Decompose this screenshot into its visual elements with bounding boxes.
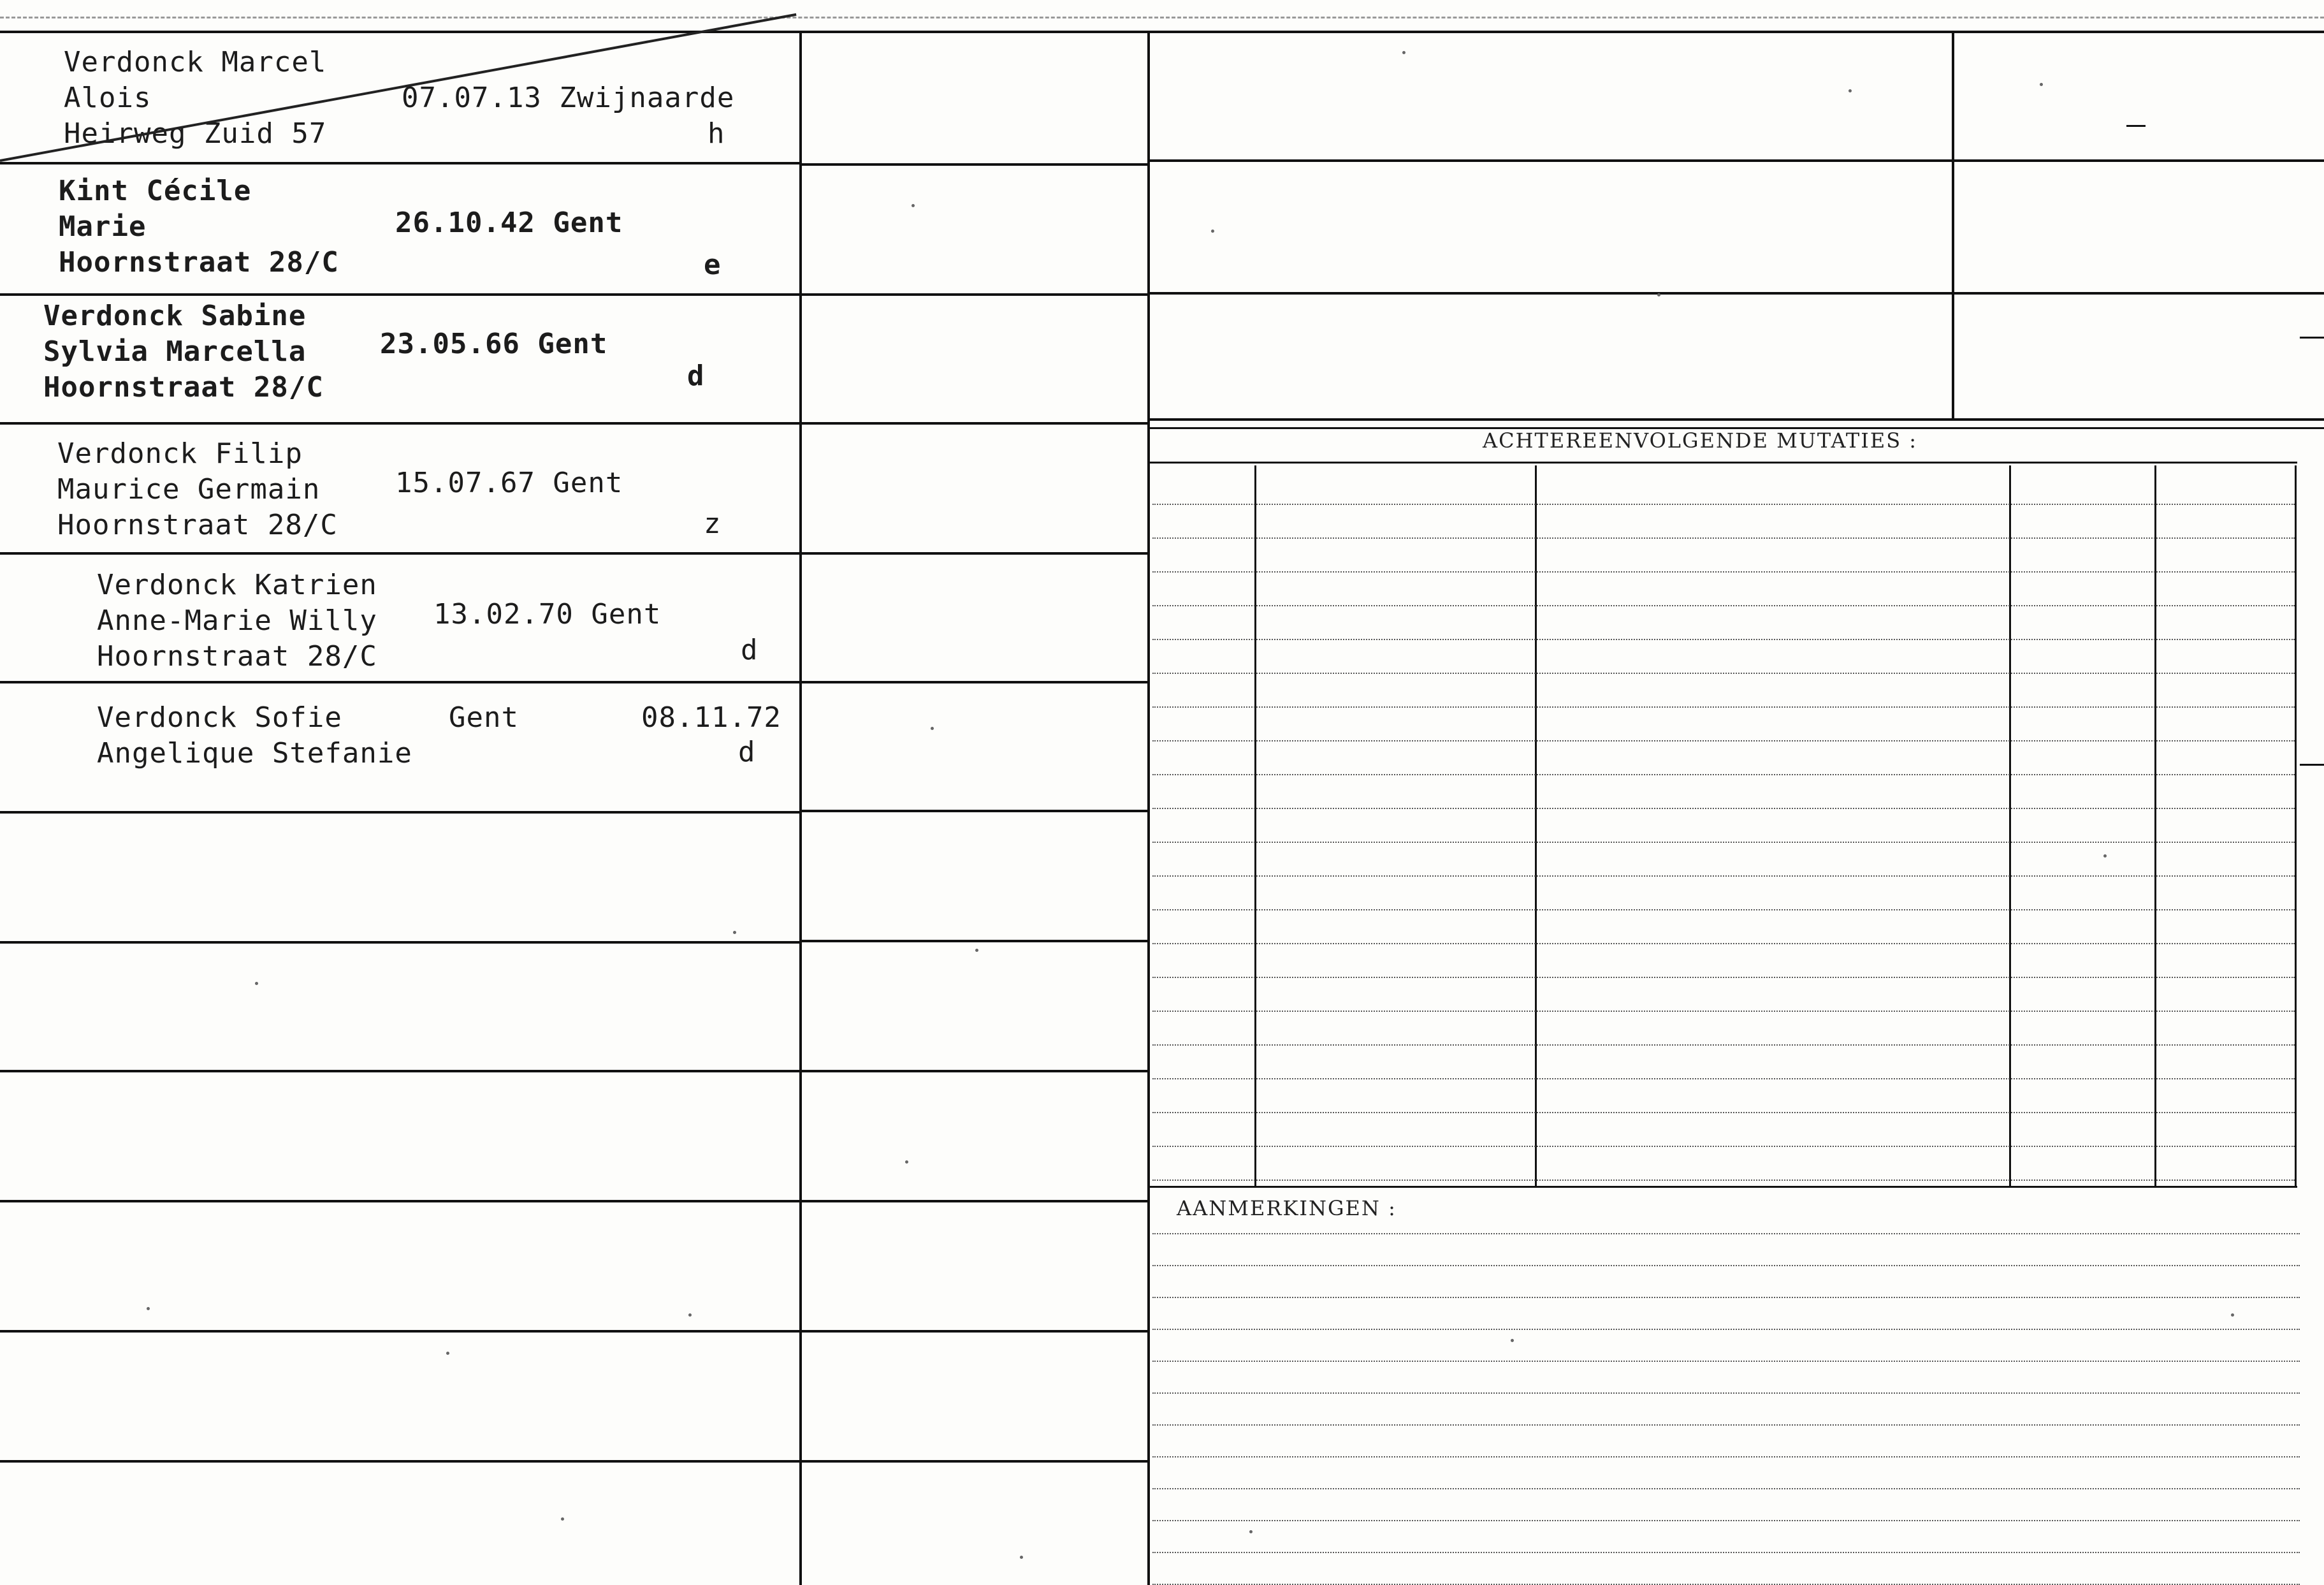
middle-row-line (802, 940, 1147, 942)
mutations-ruled-line (1152, 571, 2295, 573)
mutations-ruled-line (1152, 1180, 2295, 1181)
scan-speck (931, 727, 934, 730)
mutations-ruled-line (1152, 977, 2295, 978)
scan-speck (2231, 1313, 2234, 1317)
birth-date-place: 15.07.67 Gent (395, 467, 623, 499)
mutations-ruled-line (1152, 504, 2295, 505)
scan-speck (255, 982, 258, 985)
row-line (0, 1460, 799, 1463)
entry-line: Verdonck Sabine (43, 300, 307, 332)
right-row-line (1150, 418, 2324, 421)
person-entry (97, 700, 781, 914)
scan-speck (2103, 854, 2107, 858)
middle-row-line (802, 293, 1147, 296)
scan-speck (733, 931, 736, 934)
edge-tick (2300, 337, 2324, 339)
scan-speck (1511, 1339, 1514, 1342)
status-code: d (741, 634, 759, 666)
row-line (0, 941, 799, 944)
scan-speck (975, 949, 978, 952)
status-code: z (704, 508, 722, 540)
entry-line: Verdonck Sofie (97, 701, 342, 734)
entry-line: Verdonck Marcel (64, 46, 327, 78)
row-line (0, 293, 799, 296)
birth-date-place: 13.02.70 Gent (433, 598, 662, 631)
edge-tick (2300, 764, 2324, 766)
top-scan-edge (0, 17, 2324, 18)
mutations-ruled-line (1152, 909, 2295, 910)
row-line (0, 162, 799, 164)
mutations-col-line (2295, 465, 2297, 1186)
mutations-ruled-line (1152, 706, 2295, 708)
remarks-ruled-line (1152, 1488, 2300, 1489)
entry-line: Verdonck Katrien (97, 569, 377, 601)
birth-date: 08.11.72 (641, 701, 781, 734)
remarks-ruled-line (1152, 1361, 2300, 1362)
scan-speck (1211, 230, 1214, 233)
middle-row-line (802, 1200, 1147, 1202)
remarks-ruled-line (1152, 1552, 2300, 1553)
middle-row-line (802, 422, 1147, 425)
birth-date-place: 26.10.42 Gent (395, 207, 623, 239)
row-line (0, 1070, 799, 1072)
entry-line: Alois (64, 82, 152, 114)
remarks-ruled-line (1152, 1265, 2300, 1266)
scan-speck (1848, 89, 1852, 92)
scan-speck (911, 204, 915, 207)
scan-speck (446, 1352, 449, 1355)
scan-speck (147, 1307, 150, 1310)
scan-speck (1020, 1556, 1023, 1559)
entry-line: Kint Cécile (59, 175, 252, 207)
entry-line: Maurice Germain (57, 473, 321, 506)
status-code: d (687, 360, 705, 392)
middle-row-line (802, 810, 1147, 812)
scan-speck (905, 1160, 908, 1164)
mutations-ruled-line (1152, 842, 2295, 843)
mutations-ruled-line (1152, 537, 2295, 539)
mutations-table-bottom (1150, 1186, 2297, 1188)
remarks-header: AANMERKINGEN : (1177, 1196, 1397, 1220)
entry-line: Hoornstraat 28/C (57, 509, 338, 541)
row-line (0, 1330, 799, 1333)
mutations-ruled-line (1152, 740, 2295, 741)
middle-row-line (802, 1330, 1147, 1333)
entry-line: Anne-Marie Willy (97, 604, 377, 637)
entry-line: Marie (59, 210, 147, 243)
mutations-ruled-line (1152, 1011, 2295, 1012)
mutations-header: ACHTEREENVOLGENDE MUTATIES : (1483, 428, 1918, 453)
middle-row-line (802, 1460, 1147, 1463)
middle-row-line (802, 552, 1147, 555)
status-code: e (704, 249, 722, 281)
birth-date-place: 07.07.13 Zwijnaarde (402, 82, 735, 114)
birth-date-place: 23.05.66 Gent (380, 328, 608, 360)
entry-line: Verdonck Filip (57, 437, 303, 470)
middle-column-divider (1147, 31, 1150, 1585)
top-border (0, 31, 2324, 33)
remarks-ruled-line (1152, 1233, 2300, 1234)
right-row-line (1150, 159, 2324, 162)
mutations-ruled-line (1152, 808, 2295, 809)
mutations-ruled-line (1152, 605, 2295, 606)
entry-line: Hoornstraat 28/C (59, 246, 339, 279)
birth-place: Gent (449, 701, 519, 734)
scan-speck (688, 1313, 692, 1317)
row-line (0, 422, 799, 425)
entry-line: Hoornstraat 28/C (43, 371, 324, 404)
entry-line: Sylvia Marcella (43, 335, 307, 368)
scan-speck (1402, 51, 1405, 54)
remarks-ruled-line (1152, 1329, 2300, 1330)
edge-tick (2126, 125, 2146, 127)
middle-row-line (802, 1070, 1147, 1072)
status-code: d (738, 736, 756, 768)
remarks-ruled-line (1152, 1456, 2300, 1457)
mutations-ruled-line (1152, 1078, 2295, 1079)
mutations-ruled-line (1152, 774, 2295, 775)
mutations-ruled-line (1152, 875, 2295, 877)
mutations-ruled-line (1152, 673, 2295, 674)
middle-row-line (802, 163, 1147, 166)
remarks-ruled-line (1152, 1297, 2300, 1298)
mutations-ruled-line (1152, 943, 2295, 944)
mutations-ruled-line (1152, 1146, 2295, 1147)
entry-line: Hoornstraat 28/C (97, 640, 377, 673)
scan-speck (1657, 293, 1660, 296)
mutations-table-top (1150, 462, 2297, 464)
mutations-ruled-line (1152, 1044, 2295, 1046)
remarks-ruled-line (1152, 1392, 2300, 1394)
top-right-divider (1952, 31, 1954, 418)
entry-line: Heirweg Zuid 57 (64, 117, 327, 150)
remarks-ruled-line (1152, 1520, 2300, 1521)
scan-speck (561, 1517, 564, 1521)
entry-line: Angelique Stefanie (97, 737, 412, 770)
mutations-ruled-line (1152, 639, 2295, 640)
scan-speck (1249, 1530, 1253, 1533)
right-row-line (1150, 292, 2324, 295)
scan-speck (2040, 83, 2043, 86)
row-line (0, 552, 799, 555)
status-code: h (708, 117, 725, 150)
remarks-ruled-line (1152, 1424, 2300, 1426)
middle-row-line (802, 681, 1147, 683)
mutations-ruled-line (1152, 1112, 2295, 1113)
left-column-divider (799, 31, 802, 1585)
row-line (0, 1200, 799, 1202)
